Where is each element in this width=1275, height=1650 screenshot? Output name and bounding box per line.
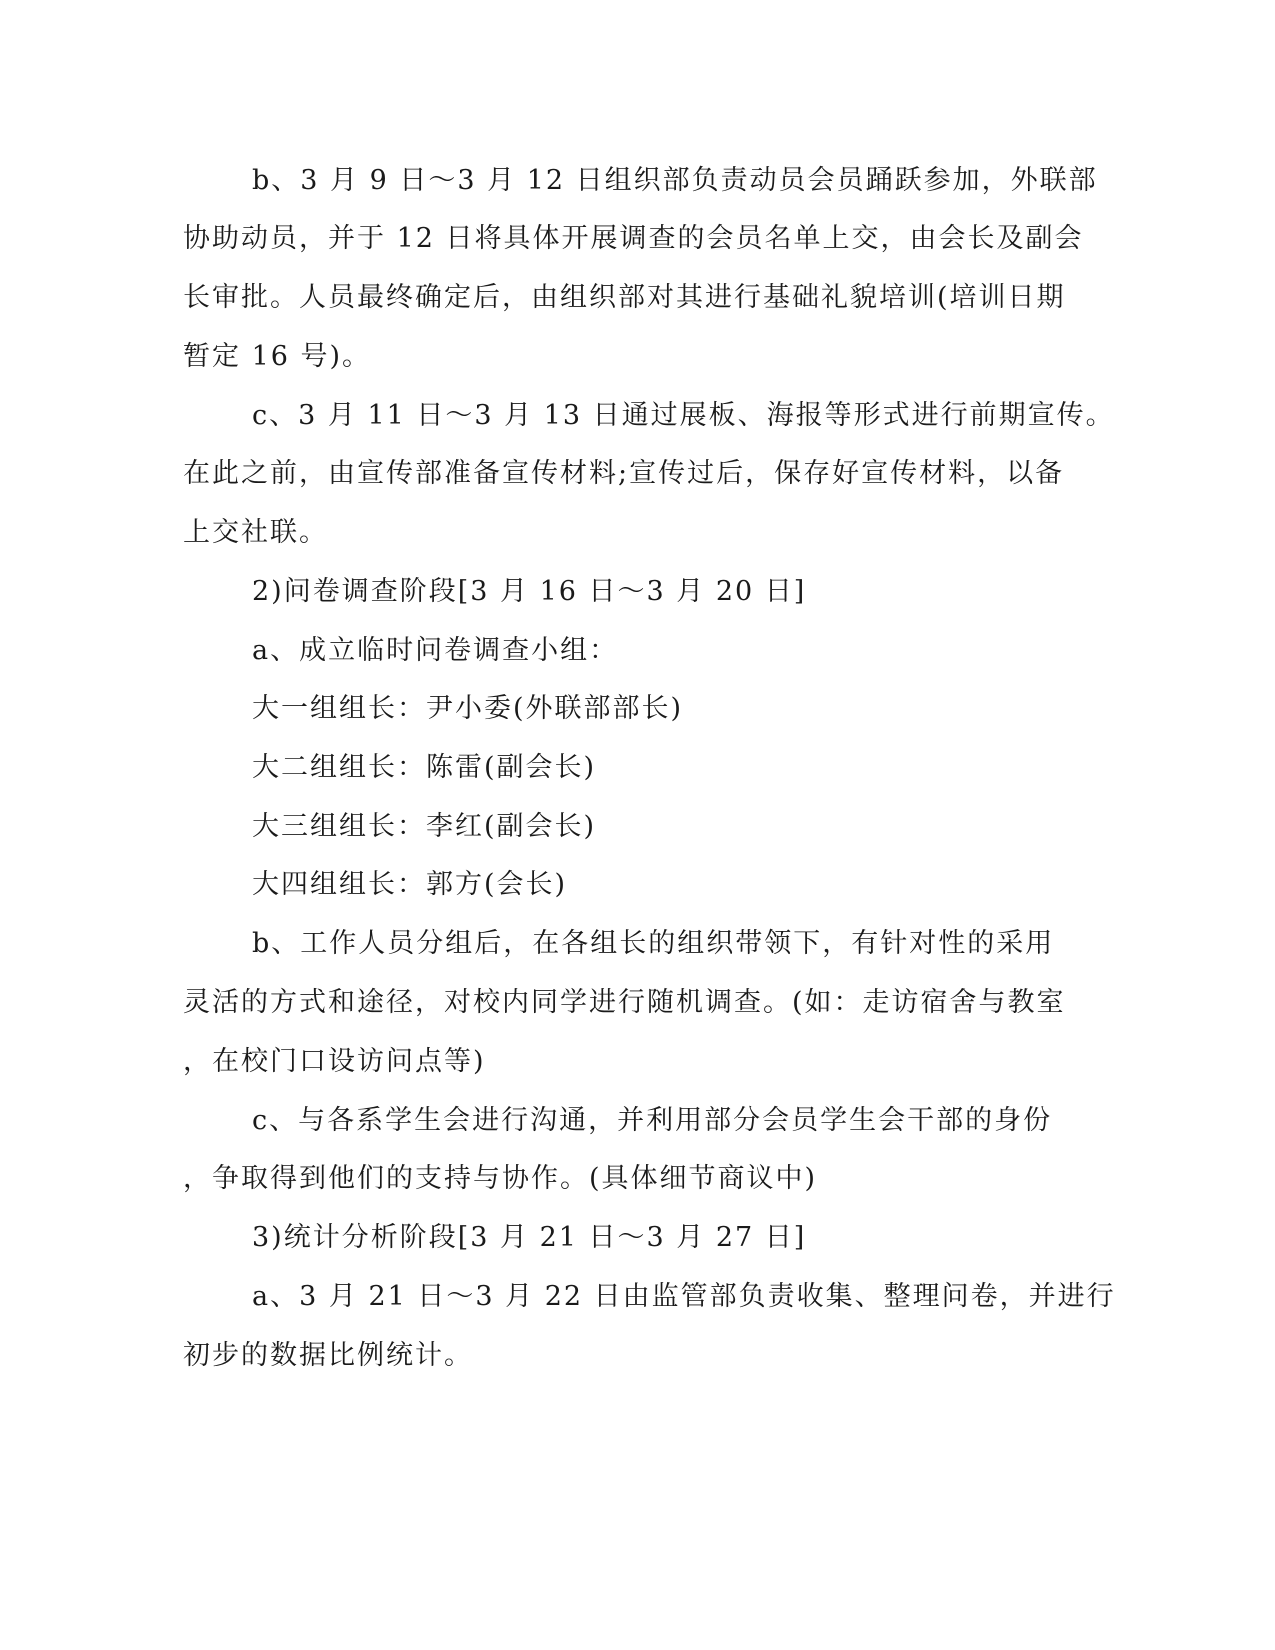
paragraph-a-analysis-line-2: 初步的数据比例统计。 — [183, 1340, 473, 1371]
paragraph-b-survey-line-2: 灵活的方式和途径，对校内同学进行随机调查。(如：走访宿舍与教室 — [183, 987, 1066, 1018]
paragraph-c-student-union-line-2: ，争取得到他们的支持与协作。(具体细节商议中) — [183, 1163, 818, 1194]
paragraph-b-survey-line-1: b、工作人员分组后，在各组长的组织带领下，有针对性的采用 — [252, 928, 1055, 959]
paragraph-b-mobilization-line-4: 暂定 16 号)。 — [183, 341, 372, 372]
list-item-group-leader-2: 大二组组长：陈雷(副会长) — [252, 752, 597, 783]
list-item-form-group: a、成立临时问卷调查小组： — [252, 635, 619, 666]
section-heading-survey-stage: 2)问卷调查阶段[3 月 16 日～3 月 20 日] — [252, 576, 807, 607]
section-heading-analysis-stage: 3)统计分析阶段[3 月 21 日～3 月 27 日] — [252, 1222, 807, 1253]
paragraph-b-survey-line-3: ，在校门口设访问点等) — [183, 1046, 486, 1077]
paragraph-c-publicity-line-1: c、3 月 11 日～3 月 13 日通过展板、海报等形式进行前期宣传。 — [252, 400, 1115, 431]
paragraph-c-publicity-line-2: 在此之前，由宣传部准备宣传材料;宣传过后，保存好宣传材料，以备 — [183, 458, 1065, 489]
paragraph-b-mobilization-line-1: b、3 月 9 日～3 月 12 日组织部负责动员会员踊跃参加，外联部 — [252, 165, 1098, 196]
list-item-group-leader-1: 大一组组长：尹小委(外联部部长) — [252, 693, 684, 724]
list-item-group-leader-4: 大四组组长：郭方(会长) — [252, 869, 568, 900]
paragraph-c-student-union-line-1: c、与各系学生会进行沟通，并利用部分会员学生会干部的身份 — [252, 1105, 1053, 1136]
paragraph-a-analysis-line-1: a、3 月 21 日～3 月 22 日由监管部负责收集、整理问卷，并进行 — [252, 1281, 1116, 1312]
paragraph-b-mobilization-line-3: 长审批。人员最终确定后，由组织部对其进行基础礼貌培训(培训日期 — [183, 282, 1066, 313]
paragraph-b-mobilization-line-2: 协助动员，并于 12 日将具体开展调查的会员名单上交，由会长及副会 — [183, 223, 1084, 254]
paragraph-c-publicity-line-3: 上交社联。 — [183, 517, 328, 548]
list-item-group-leader-3: 大三组组长：李红(副会长) — [252, 811, 597, 842]
